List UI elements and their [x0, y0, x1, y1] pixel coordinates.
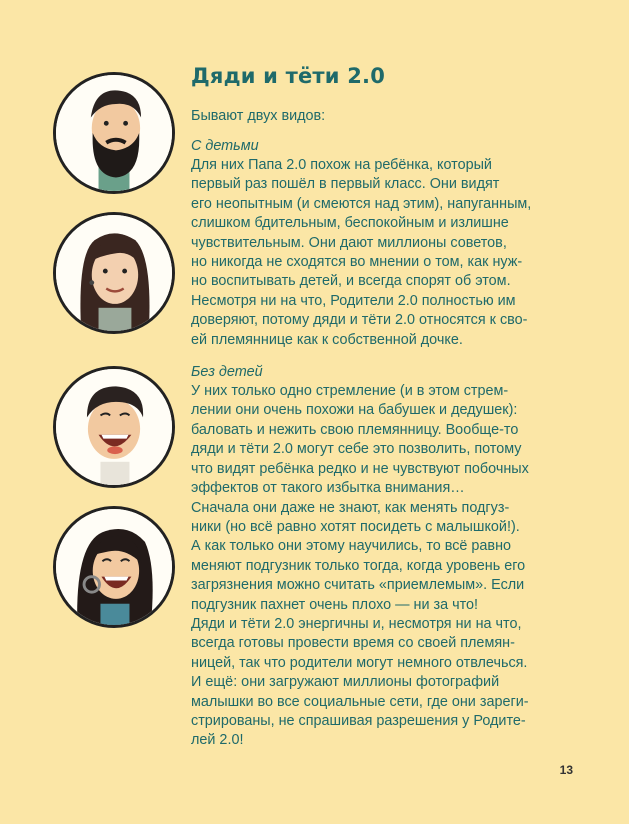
text-line: лей 2.0! — [191, 732, 244, 749]
text-line: всегда готовы провести время со своей племян- — [191, 635, 515, 652]
section-body-without-kids — [191, 382, 563, 751]
article — [191, 64, 563, 763]
text-line: Несмотря ни на что, Родители 2.0 полностью им — [191, 292, 516, 309]
text-line: У них только одно стремление (и в этом стрем- — [191, 383, 509, 400]
text-line: чувствительным. Они дают миллионы советов, — [191, 234, 507, 251]
text-line: эффектов от такого избытка внимания… — [191, 480, 465, 497]
text-line: А как только они этому научились, то всё равно — [191, 538, 512, 555]
text-line: ницей, так что родители могут немного отвлечься. — [191, 654, 528, 671]
text-line: Дяди и тёти 2.0 энергичны и, несмотря ни на что, — [191, 615, 522, 632]
portrait-laughing-woman — [53, 506, 175, 628]
portrait-long-hair-woman — [53, 212, 175, 334]
intro-text: Бывают двух видов: — [191, 108, 326, 124]
text-line: его неопытным (и смеются над этим), напуганным, — [191, 195, 532, 212]
text-line: Для них Папа 2.0 похож на ребёнка, который — [191, 157, 492, 173]
text-line: ей племяннице как к собственной дочке. — [191, 331, 463, 348]
text-line: ники (но всё равно хотят посидеть с малышкой!). — [191, 518, 520, 535]
text-line: И ещё: они загружают миллионы фотографий — [191, 674, 500, 691]
text-line: Сначала они даже не знают, как менять подгуз- — [191, 499, 510, 516]
text-line: баловать и нежить свою племянницу. Вообще-то — [191, 421, 519, 438]
text-line: меняют подгузник только тогда, когда уровень его — [191, 557, 526, 574]
text-line: малышки во все социальные сети, где они зареги- — [191, 693, 529, 710]
portrait-laughing-man — [53, 366, 175, 488]
page-title: Дяди и тёти 2.0 — [191, 64, 386, 88]
text-line: лении они очень похожи на бабушек и дедушек): — [191, 402, 518, 419]
text-line: первый раз пошёл в первый класс. Они видят — [191, 176, 500, 193]
text-line: стрированы, не спрашивая разрешения у Родите- — [191, 712, 526, 729]
text-line: но воспитывать детей, и всегда спорят об этом. — [191, 273, 511, 290]
text-line: подгузник пахнет очень плохо — ни за что! — [191, 596, 479, 613]
text-line: но никогда не сходятся во мнении о том, как нуж- — [191, 254, 523, 271]
section-body-with-kids — [191, 156, 563, 350]
text-line: дяди и тёти 2.0 могут себе это позволить, потому — [191, 441, 522, 458]
text-line: что видят ребёнка редко и не чувствуют побочных — [191, 460, 529, 477]
text-line: слишком бдительным, беспокойным и излишне — [191, 215, 509, 232]
text-line: загрязнения можно считать «приемлемым». Если — [191, 577, 525, 594]
page-number: 13 — [559, 763, 573, 777]
text-line: доверяют, потому дяди и тёти 2.0 относятся к сво- — [191, 312, 528, 329]
section-heading-without-kids: Без детей — [191, 364, 263, 381]
section-heading-with-kids: С детьми — [191, 138, 259, 154]
portrait-bearded-man — [53, 72, 175, 194]
